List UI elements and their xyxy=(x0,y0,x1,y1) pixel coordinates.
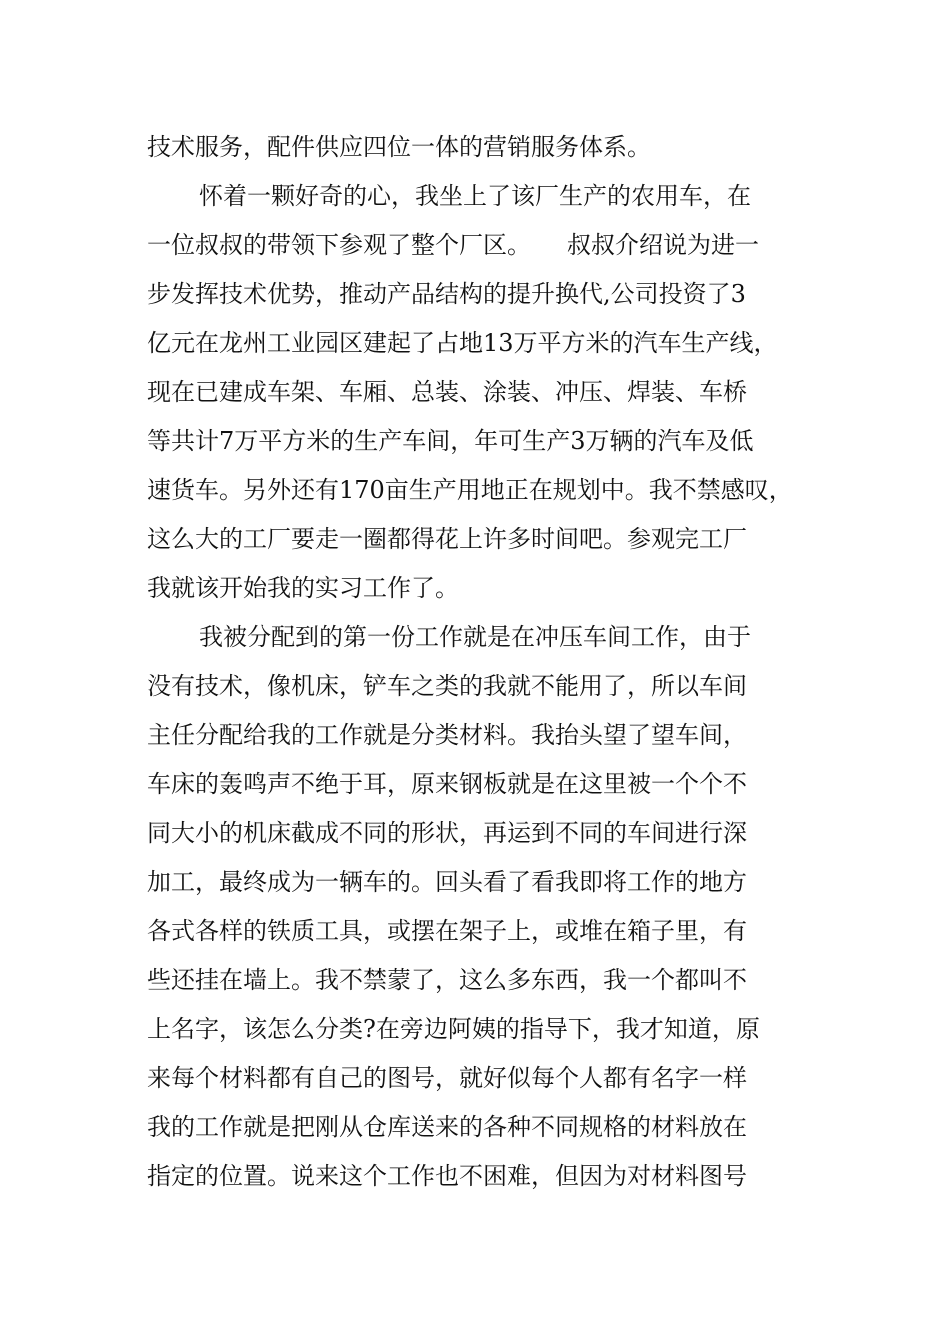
text-line: 等共计7万平方米的生产车间，年可生产3万辆的汽车及低 xyxy=(147,427,754,455)
text-line: 我的工作就是把刚从仓库送来的各种不同规格的材料放在 xyxy=(147,1113,747,1141)
text-line: 加工，最终成为一辆车的。回头看了看我即将工作的地方 xyxy=(147,868,747,896)
text-line: 我就该开始我的实习工作了。 xyxy=(147,574,459,602)
text-line: 些还挂在墙上。我不禁蒙了，这么多东西，我一个都叫不 xyxy=(147,966,747,994)
paragraph-first-line: 怀着一颗好奇的心，我坐上了该厂生产的农用车，在 xyxy=(199,182,751,210)
body-text xyxy=(147,123,817,1201)
text-line: 速货车。另外还有170亩生产用地正在规划中。我不禁感叹， xyxy=(147,476,793,504)
text-line: 一位叔叔的带领下参观了整个厂区。 叔叔介绍说为进一 xyxy=(147,231,759,259)
paragraph-first-line: 我被分配到的第一份工作就是在冲压车间工作，由于 xyxy=(199,623,751,651)
text-line: 没有技术，像机床，铲车之类的我就不能用了，所以车间 xyxy=(147,672,747,700)
text-line: 来每个材料都有自己的图号，就好似每个人都有名字一样 xyxy=(147,1064,747,1092)
text-line: 这么大的工厂要走一圈都得花上许多时间吧。参观完工厂 xyxy=(147,525,747,553)
text-line: 步发挥技术优势，推动产品结构的提升换代,公司投资了3 xyxy=(147,280,746,308)
text-line: 车床的轰鸣声不绝于耳，原来钢板就是在这里被一个个不 xyxy=(147,770,747,798)
text-line: 亿元在龙州工业园区建起了占地13万平方米的汽车生产线， xyxy=(147,329,778,357)
text-line: 同大小的机床截成不同的形状，再运到不同的车间进行深 xyxy=(147,819,747,847)
text-line: 各式各样的铁质工具，或摆在架子上，或堆在箱子里，有 xyxy=(147,917,747,945)
text-line: 技术服务，配件供应四位一体的营销服务体系。 xyxy=(147,133,651,161)
text-line: 指定的位置。说来这个工作也不困难，但因为对材料图号 xyxy=(147,1162,747,1190)
text-line: 主任分配给我的工作就是分类材料。我抬头望了望车间， xyxy=(147,721,747,749)
text-line: 上名字，该怎么分类?在旁边阿姨的指导下，我才知道，原 xyxy=(147,1015,760,1043)
text-line: 现在已建成车架、车厢、总装、涂装、冲压、焊装、车桥 xyxy=(147,378,747,406)
